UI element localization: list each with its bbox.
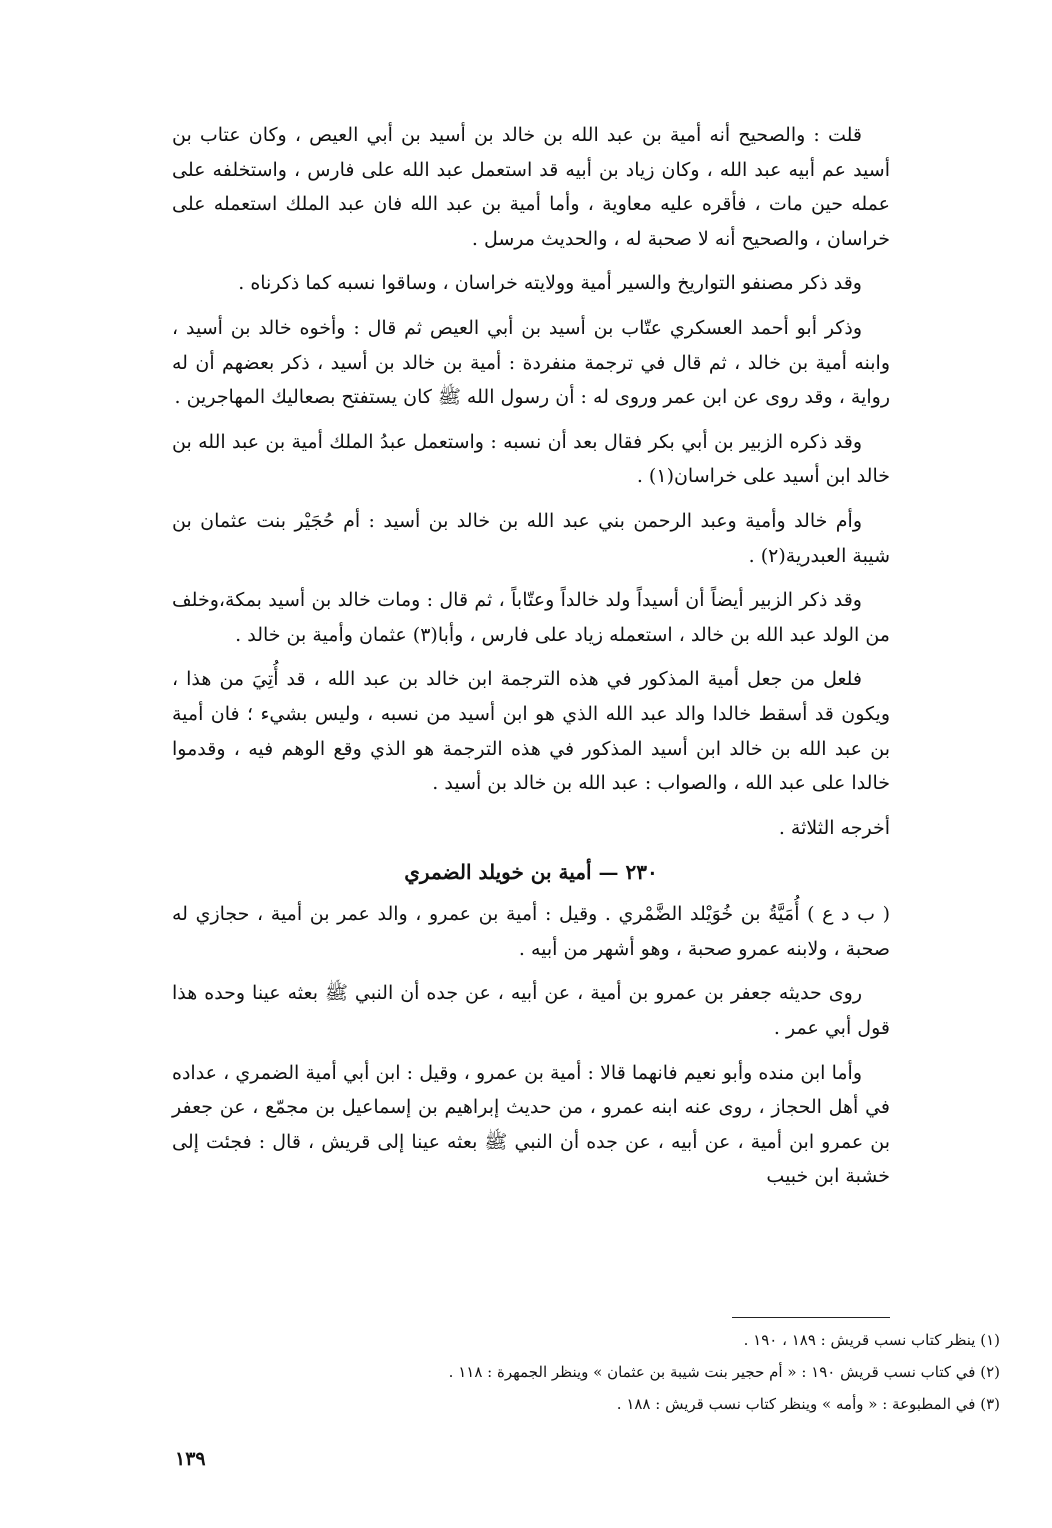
entry-heading: ٢٣٠ — أمية بن خويلد الضمري	[404, 860, 658, 885]
main-text	[172, 118, 890, 1204]
footnote-divider	[732, 1317, 890, 1318]
footnote: (١) ينظر كتاب نسب قريش : ١٨٩ ، ١٩٠ .	[743, 1331, 1000, 1349]
paragraph: وأم خالد وأمية وعبد الرحمن بني عبد الله بن خالد بن أسيد : أم حُجَيْر بنت عثمان بن شيبة العبدرية(٢) .	[172, 509, 890, 567]
paragraph: وقد ذكر الزبير أيضاً أن أسيداً ولد خالداً وعتّاباً ، ثم قال : ومات خالد بن أسيد بمكة،وخلف من الولد عبد الله بن خالد ، استعمله زياد على فارس ، وأبا(٣) عثمان وأمية بن خالد .	[172, 589, 890, 646]
paragraph: أخرجه الثلاثة .	[778, 816, 890, 839]
paragraph: فلعل من جعل أمية المذكور في هذه الترجمة ابن خالد بن عبد الله ، قد أُتِيَ من هذا ، ويكون قد أسقط خالدا والد عبد الله الذي هو ابن أسيد من نسبه ، وليس بشيء ؛ فان أمية بن عبد الله بن خالد ابن أسيد المذكور في هذه الترجمة هو الذي وقع الوهم فيه ، وقدموا خالدا على عبد الله ، والصواب : عبد الله بن خالد بن أسيد .	[172, 668, 890, 795]
entry-paragraph: وأما ابن منده وأبو نعيم فانهما قالا : أمية بن عمرو ، وقيل : ابن أبي أمية الضمري ، عداده في أهل الحجاز ، روى عنه ابنه عمرو ، من حديث إبراهيم بن إسماعيل بن مجمّع ، عن جعفر بن عمرو ابن أمية ، عن أبيه ، عن جده أن النبي ﷺ بعثه عينا إلى قريش ، قال : فجئت إلى خشبة ابن خبيب	[172, 1061, 890, 1188]
paragraph: وذكر أبو أحمد العسكري عتّاب بن أسيد بن أبي العيص ثم قال : وأخوه خالد بن أسيد ، وابنه أمية بن خالد ، ثم قال في ترجمة منفردة : أمية بن خالد بن أسيد ، ذكر بعضهم أن له رواية ، وقد روى عن ابن عمر وروى له : أن رسول الله ﷺ كان يستفتح بصعاليك المهاجرين .	[172, 316, 890, 409]
footnotes	[300, 1324, 1000, 1420]
footnote: (٢) في كتاب نسب قريش ١٩٠ : « أم حجير بنت شيبة بن عثمان » وينظر الجمهرة : ١١٨ .	[448, 1363, 1000, 1381]
paragraph: وقد ذكر مصنفو التواريخ والسير أمية وولايته خراسان ، وساقوا نسبه كما ذكرناه .	[238, 272, 862, 295]
entry-paragraph: روى حديثه جعفر بن عمرو بن أمية ، عن أبيه ، عن جده أن النبي ﷺ بعثه عينا وحده هذا قول أبي عمر .	[172, 982, 890, 1040]
paragraph: وقد ذكره الزبير بن أبي بكر فقال بعد أن نسبه : واستعمل عبدُ الملك أمية بن عبد الله بن خالد ابن أسيد على خراسان(١) .	[172, 430, 890, 488]
paragraph: قلت : والصحيح أنه أمية بن عبد الله بن خالد بن أسيد بن أبي العيص ، وكان عتاب بن أسيد عم أبيه عبد الله ، وكان زياد بن أبيه قد استعمل عبد الله على فارس ، واستخلفه على عمله حين مات ، فأقره عليه معاوية ، وأما أمية بن عبد الله فان عبد الملك استعمله على خراسان ، والصحيح أنه لا صحبة له ، والحديث مرسل .	[172, 124, 890, 250]
entry-paragraph: ( ب د ع ) أُمَيَّةُ بن خُوَيْلد الضَّمْري . وقيل : أمية بن عمرو ، والد عمر بن أمية ، حجازي له صحبة ، ولابنه عمرو صحبة ، وهو أشهر من أبيه .	[172, 903, 890, 960]
page-number: ١٣٩	[175, 1448, 206, 1470]
footnote: (٣) في المطبوعة : « وأمه » وينظر كتاب نسب قريش : ١٨٨ .	[616, 1395, 1000, 1413]
